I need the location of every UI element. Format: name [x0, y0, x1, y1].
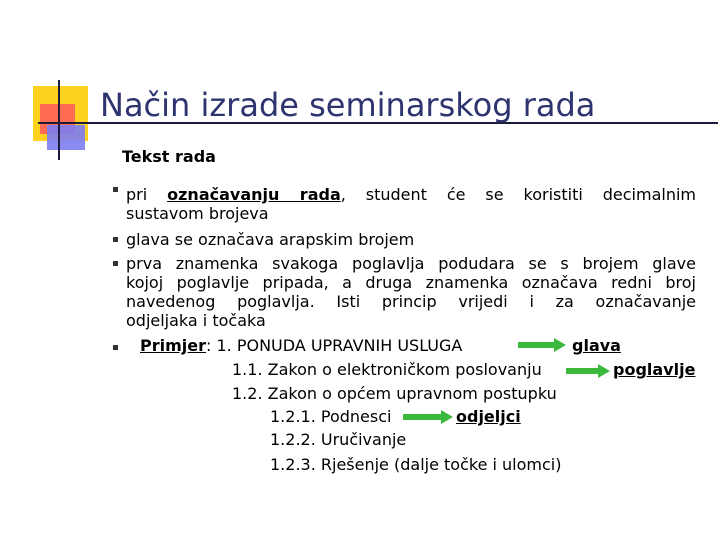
example-line-6: 1.2.3. Rješenje (dalje točke i ulomci): [270, 455, 562, 474]
bullet-3-line-2: kojoj poglavlje pripada, a druga znamenka označava redni broj: [126, 273, 696, 292]
bullet-1-line-1: pri označavanju rada, student će se koristiti decimalnim: [126, 185, 697, 204]
tag-poglavlje: poglavlje: [613, 360, 696, 379]
example-line-1: Primjer: 1. PONUDA UPRAVNIH USLUGA: [140, 336, 463, 355]
section-heading: Tekst rada: [122, 147, 216, 166]
bullet-marker: [113, 261, 118, 266]
arrow-icon: [518, 338, 566, 352]
bullet-marker: [113, 187, 118, 192]
bullet-1-term: označavanju rada: [167, 185, 341, 204]
example-line-2: 1.1. Zakon o elektroničkom poslovanju: [232, 360, 542, 379]
slide-title: Način izrade seminarskog rada: [100, 86, 596, 124]
bullet-3-line-4: odjeljaka i točaka: [126, 311, 266, 330]
bullet-marker: [113, 237, 118, 242]
bullet-2-text: glava se označava arapskim brojem: [126, 230, 415, 249]
example-line-4: 1.2.1. Podnesci: [270, 407, 392, 426]
arrow-icon: [403, 410, 453, 424]
tag-odjeljci: odjeljci: [456, 407, 521, 426]
example-label: Primjer: [140, 336, 206, 355]
example-line-3: 1.2. Zakon o općem upravnom postupku: [232, 384, 557, 403]
arrow-icon: [566, 364, 610, 378]
bullet-1-line-2: sustavom brojeva: [126, 204, 269, 223]
decor-blue-square: [47, 125, 85, 150]
example-line-5: 1.2.2. Uručivanje: [270, 430, 407, 449]
decor-vertical-line: [58, 80, 60, 160]
tag-glava: glava: [572, 336, 621, 355]
bullet-3-line-1: prva znamenka svakoga poglavlja podudara se s brojem glave: [126, 254, 696, 273]
bullet-marker: [113, 345, 118, 350]
bullet-3-line-3: navedenog poglavlja. Isti princip vrijedi i za označavanje: [126, 292, 696, 311]
